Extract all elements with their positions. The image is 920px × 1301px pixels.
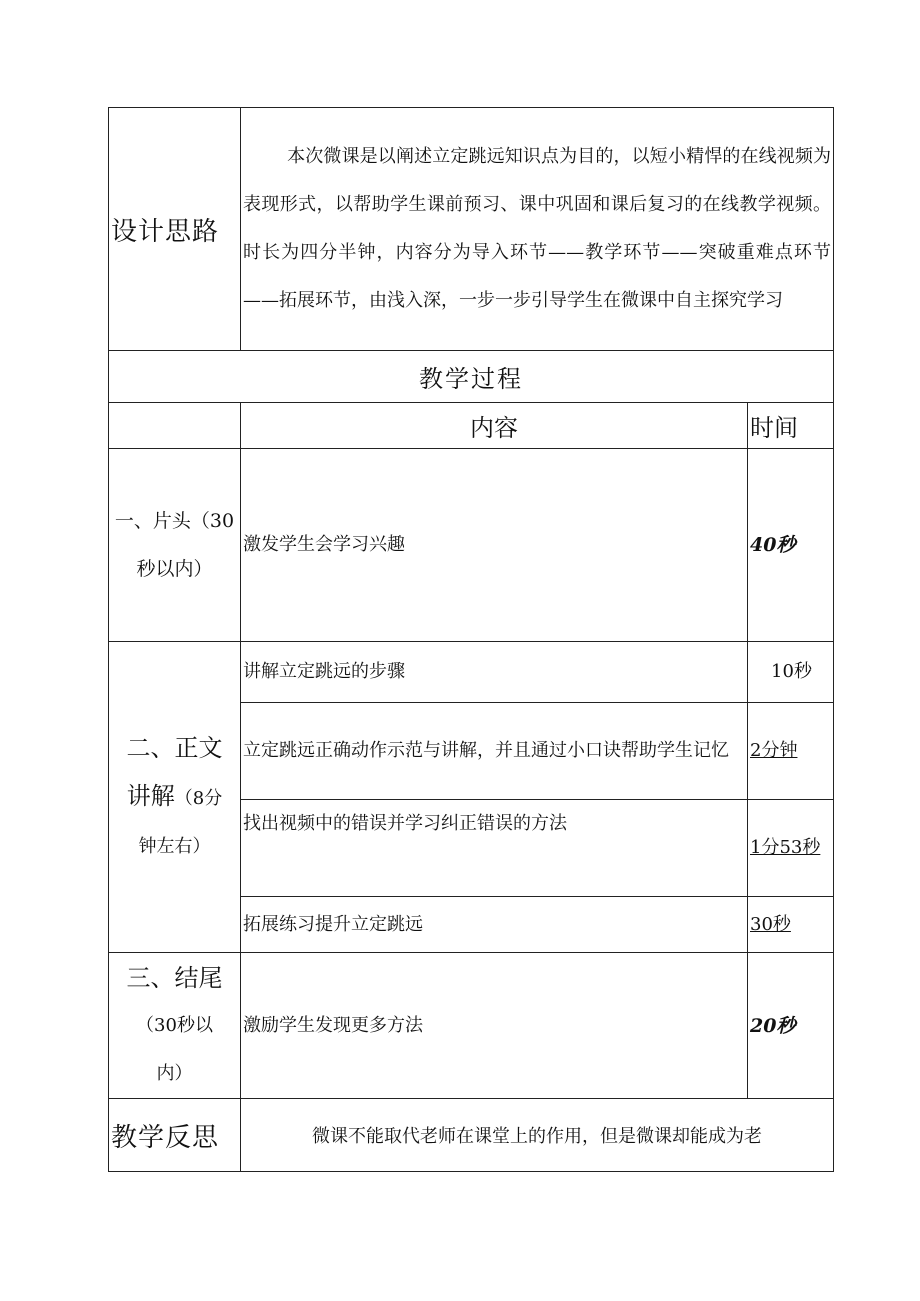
design-text bbox=[241, 108, 834, 351]
opening-content: 激发学生会学习兴趣 bbox=[241, 449, 748, 642]
opening-row bbox=[109, 449, 834, 642]
main-time-4 bbox=[748, 897, 834, 953]
design-row bbox=[109, 108, 834, 351]
reflection-label: 教学反思 bbox=[109, 1099, 241, 1172]
column-header-empty bbox=[109, 403, 241, 449]
main-time-1: 10秒 bbox=[748, 642, 834, 703]
lesson-plan-table bbox=[108, 107, 834, 1172]
column-header-row bbox=[109, 403, 834, 449]
main-time-3-value: 1分53秒 bbox=[750, 837, 821, 858]
design-label: 设计思路 bbox=[109, 108, 241, 351]
column-header-content: 内容 bbox=[241, 403, 748, 449]
main-time-2 bbox=[748, 703, 834, 800]
main-row-1 bbox=[109, 642, 834, 703]
main-label-line1: 二、正文 bbox=[126, 733, 223, 762]
ending-time: 20秒 bbox=[748, 953, 834, 1099]
process-heading-row bbox=[109, 351, 834, 403]
process-heading: 教学过程 bbox=[109, 351, 834, 403]
opening-label bbox=[109, 449, 241, 642]
main-time-3 bbox=[748, 800, 834, 897]
design-text-body: 微课是以阐述立定跳远知识点为目的，以短小精悍的在线视频为表现形式，以帮助学生课前预习、课中巩固和课后复习的在线教学视频。时长为四分半钟，内容分为导入环节——教学环节——突破重难点环节——拓展环节，由浅入深，一步一步引导学生在微课中自主探究学习 bbox=[243, 146, 832, 311]
main-label-line3: 钟左右） bbox=[138, 835, 211, 857]
main-time-4-value: 30秒 bbox=[750, 913, 791, 935]
ending-content: 激励学生发现更多方法 bbox=[241, 953, 748, 1099]
opening-label-line1: 一、片头（30 bbox=[114, 510, 235, 532]
main-label-line2a: 讲解 bbox=[126, 781, 175, 810]
column-header-time: 时间 bbox=[748, 403, 834, 449]
ending-row bbox=[109, 953, 834, 1099]
ending-label-line2: （30秒以 bbox=[136, 1014, 213, 1036]
design-text-indent: 本次 bbox=[287, 146, 324, 167]
opening-label-line2: 秒以内） bbox=[136, 558, 213, 580]
ending-label-line3: 内） bbox=[156, 1062, 193, 1084]
main-time-2-value: 2分钟 bbox=[750, 740, 798, 761]
main-label-line2b: （8分 bbox=[174, 787, 223, 809]
reflection-row bbox=[109, 1099, 834, 1172]
main-label bbox=[109, 642, 241, 953]
reflection-text: 微课不能取代老师在课堂上的作用，但是微课却能成为老 bbox=[241, 1099, 834, 1172]
main-content-4: 拓展练习提升立定跳远 bbox=[241, 897, 748, 953]
main-content-3: 找出视频中的错误并学习纠正错误的方法 bbox=[241, 800, 748, 897]
ending-label-line1: 三、结尾 bbox=[126, 963, 223, 992]
opening-time: 40秒 bbox=[748, 449, 834, 642]
ending-label bbox=[109, 953, 241, 1099]
main-content-2: 立定跳远正确动作示范与讲解，并且通过小口诀帮助学生记忆 bbox=[241, 703, 748, 800]
main-content-1: 讲解立定跳远的步骤 bbox=[241, 642, 748, 703]
